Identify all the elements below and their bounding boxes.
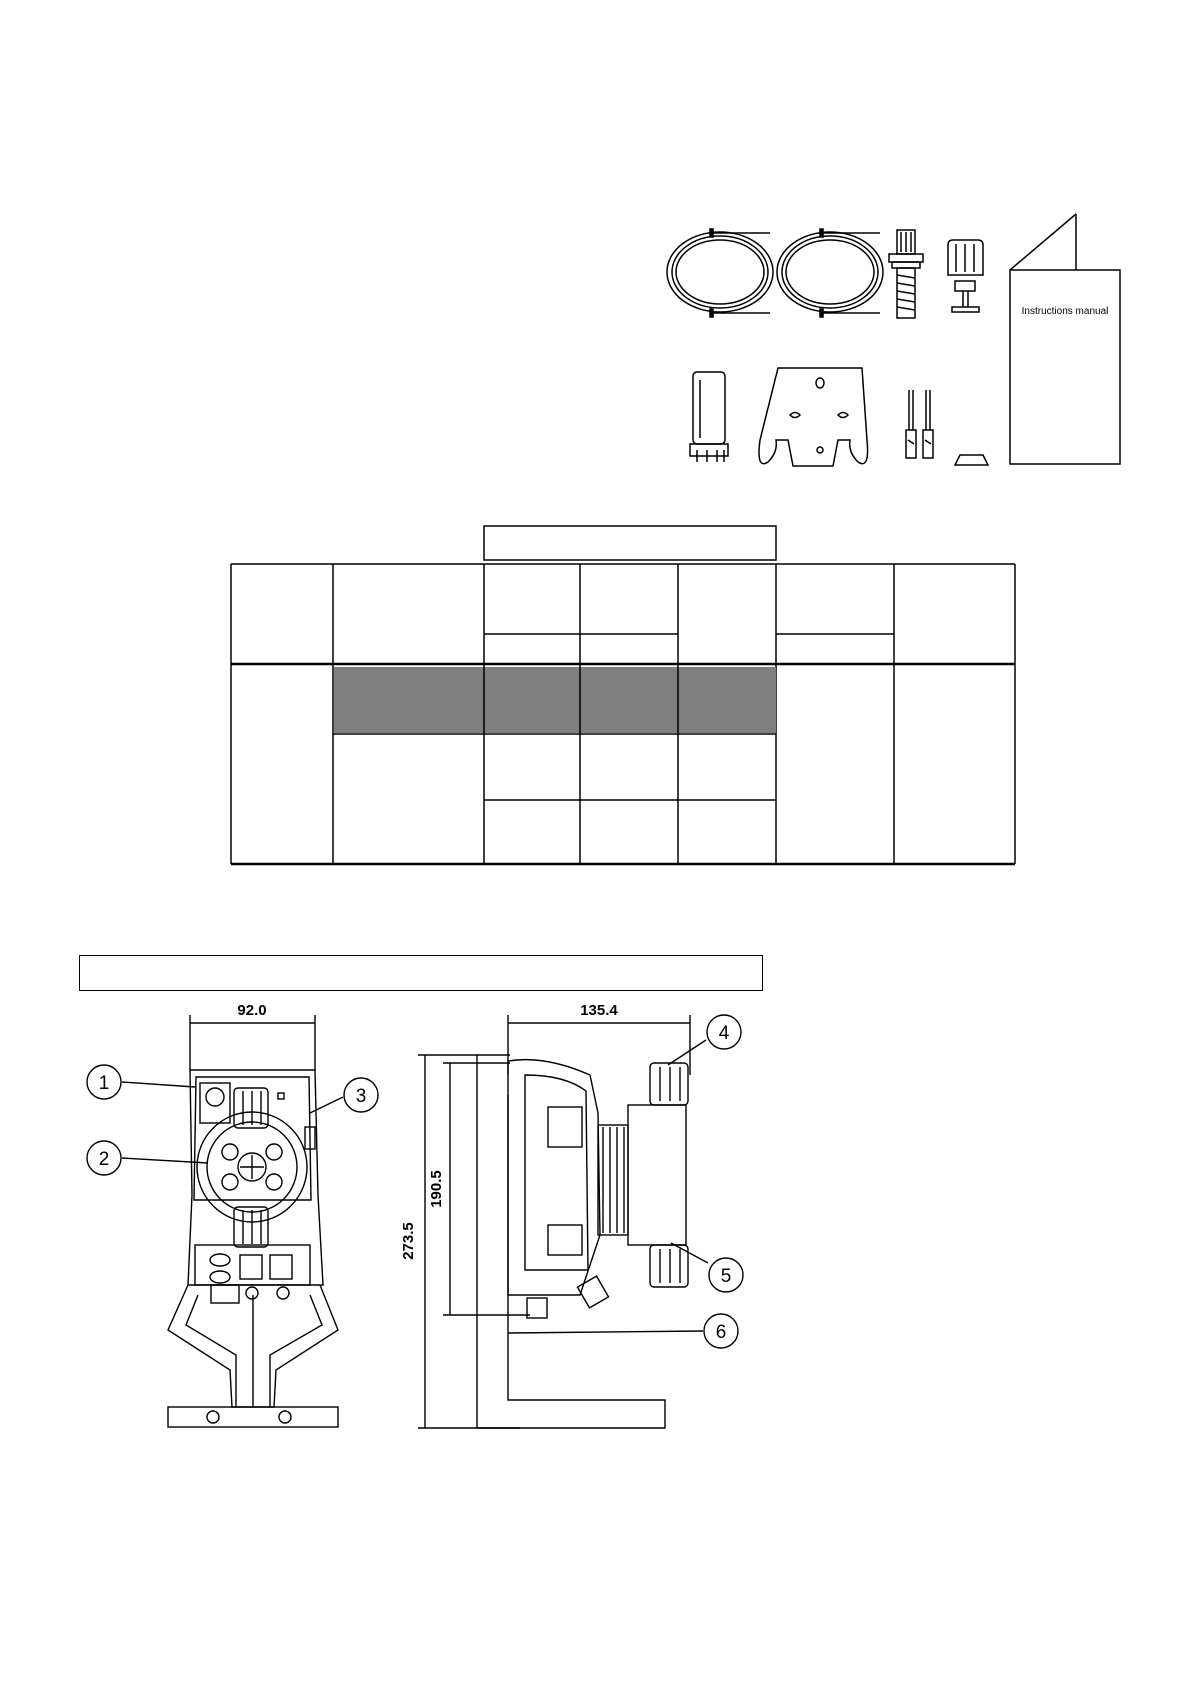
- pump-side-view: [418, 1015, 690, 1428]
- callout-4-label: 4: [718, 1023, 730, 1044]
- callout-3-label: 3: [355, 1086, 367, 1107]
- pump-front-view: [168, 1015, 338, 1427]
- manual-label: Instructions manual: [1021, 306, 1109, 317]
- dim-total-height: 273.5: [400, 1222, 417, 1260]
- dim-body-height: 190.5: [428, 1170, 445, 1208]
- dimensions-header-box: [79, 955, 763, 991]
- callout-2-label: 2: [98, 1149, 110, 1170]
- callout-5-label: 5: [720, 1266, 732, 1287]
- dimension-drawing: [0, 995, 1190, 1455]
- shaded-row: [334, 667, 776, 733]
- callout-1-label: 1: [98, 1073, 110, 1094]
- callout-6-label: 6: [715, 1322, 727, 1343]
- dim-front-width: 92.0: [237, 1002, 267, 1019]
- dim-side-width: 135.4: [580, 1002, 618, 1019]
